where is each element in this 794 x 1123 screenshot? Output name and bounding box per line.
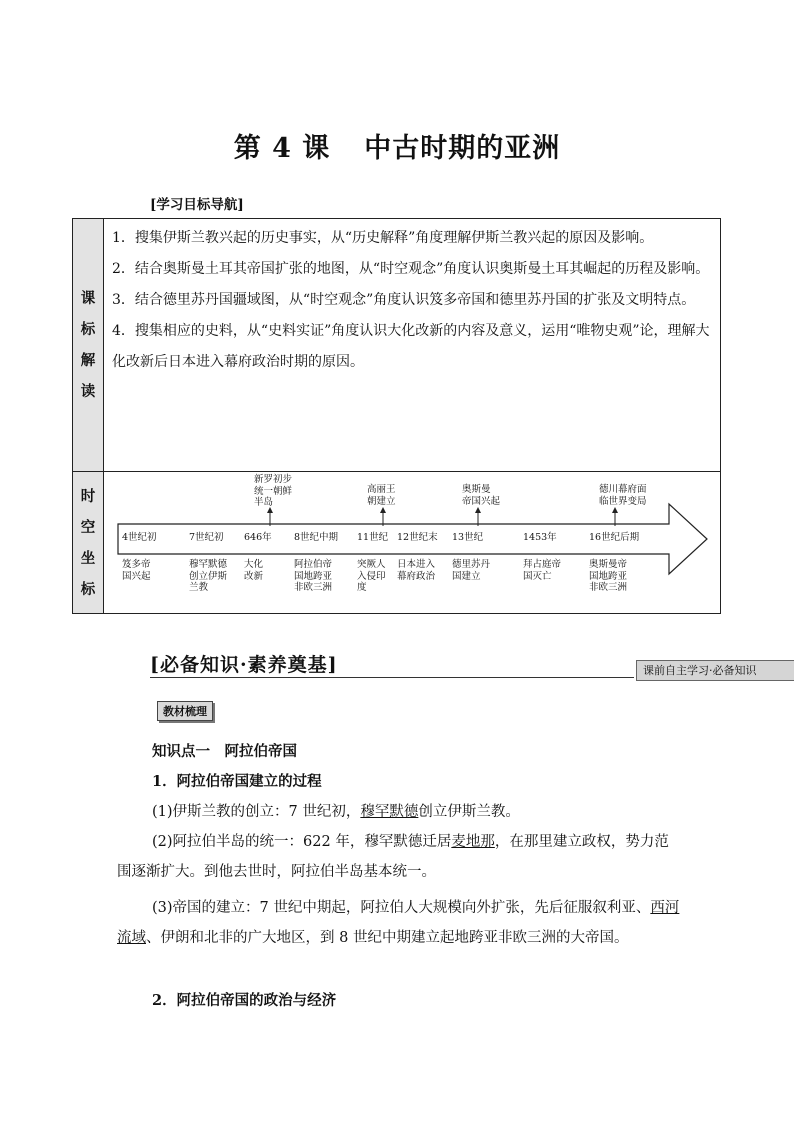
- subheading: 2．阿拉伯帝国的政治与经济: [152, 992, 337, 1009]
- timeline-pointer-head: [475, 507, 481, 513]
- timeline-pointer-head: [612, 507, 618, 513]
- timeline-year: 12世纪末: [397, 532, 438, 543]
- timeline-pointer-head: [380, 507, 386, 513]
- timeline-event: 穆罕默德 创立伊斯 兰教: [189, 559, 228, 593]
- timeline-year: 16世纪后期: [589, 532, 640, 543]
- banner-divider: [150, 677, 634, 678]
- timeline-year: 646年: [244, 532, 272, 543]
- timeline-top-event: 奥斯曼 帝国兴起: [462, 484, 501, 507]
- timeline-year: 1453年: [523, 532, 557, 543]
- paragraph: (1)伊斯兰教的创立：7 世纪初，穆罕默德创立伊斯兰教。: [152, 804, 520, 820]
- section-banner: [必备知识·素养奠基]: [150, 654, 338, 676]
- timeline-top-event: 新罗初步 统一朝鲜 半岛: [254, 474, 293, 508]
- timeline-event: 奥斯曼帝 国地跨亚 非欧三洲: [589, 559, 628, 593]
- section-label: [学习目标导航]: [150, 197, 244, 213]
- timeline-year: 8世纪中期: [294, 532, 339, 543]
- paragraph: (2)阿拉伯半岛的统一：622 年，穆罕默德迁居麦地那，在那里建立政权，势力范围逐渐扩大。到他去世时，阿拉伯半岛基本统一。: [117, 834, 669, 880]
- lesson-number: 第 4 课: [233, 133, 331, 164]
- goal-item: 4．搜集相应的史料，从“史料实证”角度认识大化改新的内容及意义，运用“唯物史观”论，理解大化改新后日本进入幕府政治时期的原因。: [112, 323, 710, 370]
- timeline-year: 13世纪: [452, 532, 484, 543]
- timeline-event: 拜占庭帝 国灭亡: [523, 559, 562, 582]
- timeline-year: 11世纪: [357, 532, 389, 543]
- goals-list: [104, 219, 721, 472]
- timeline-event: 突厥人 入侵印 度: [357, 559, 386, 593]
- page-title: [0, 126, 794, 165]
- timeline-top-event: 高丽王 朝建立: [367, 484, 396, 507]
- timeline-top-event: 德川幕府面 临世界变局: [599, 484, 647, 507]
- learning-goals-table: [72, 218, 721, 614]
- timeline-event: 日本进入 幕府政治: [397, 559, 436, 582]
- subheading: 1．阿拉伯帝国建立的过程: [152, 773, 322, 790]
- timeline-side-label: 时 空 坐 标: [73, 472, 104, 614]
- timeline-year: 7世纪初: [189, 532, 224, 543]
- goal-item: 3．结合德里苏丹国疆域图，从“时空观念”角度认识笈多帝国和德里苏丹国的扩张及文明特点。: [112, 292, 696, 308]
- timeline: [104, 472, 721, 614]
- timeline-year: 4世纪初: [122, 532, 157, 543]
- knowledge-point-heading: 知识点一 阿拉伯帝国: [152, 743, 297, 760]
- timeline-event: 阿拉伯帝 国地跨亚 非欧三洲: [294, 559, 333, 593]
- goal-item: 1．搜集伊斯兰教兴起的历史事实，从“历史解释”角度理解伊斯兰教兴起的原因及影响。: [112, 230, 654, 246]
- goals-side-label: 课 标 解 读: [73, 219, 104, 472]
- paragraph: (3)帝国的建立：7 世纪中期起，阿拉伯人大规模向外扩张，先后征服叙利亚、西河流域、伊朗和北非的广大地区，到 8 世纪中期建立起地跨亚非欧三洲的大帝国。: [117, 900, 680, 946]
- timeline-event: 笈多帝 国兴起: [122, 559, 151, 582]
- goal-item: 2．结合奥斯曼土耳其帝国扩张的地图，从“时空观念”角度认识奥斯曼土耳其崛起的历程及影响。: [112, 261, 710, 277]
- timeline-event: 德里苏丹 国建立: [452, 559, 491, 582]
- textbook-badge: 教材梳理: [157, 701, 213, 721]
- banner-tag: 课前自主学习·必备知识: [636, 660, 794, 681]
- timeline-event: 大化 改新: [244, 559, 264, 582]
- lesson-title: 中古时期的亚洲: [364, 133, 561, 164]
